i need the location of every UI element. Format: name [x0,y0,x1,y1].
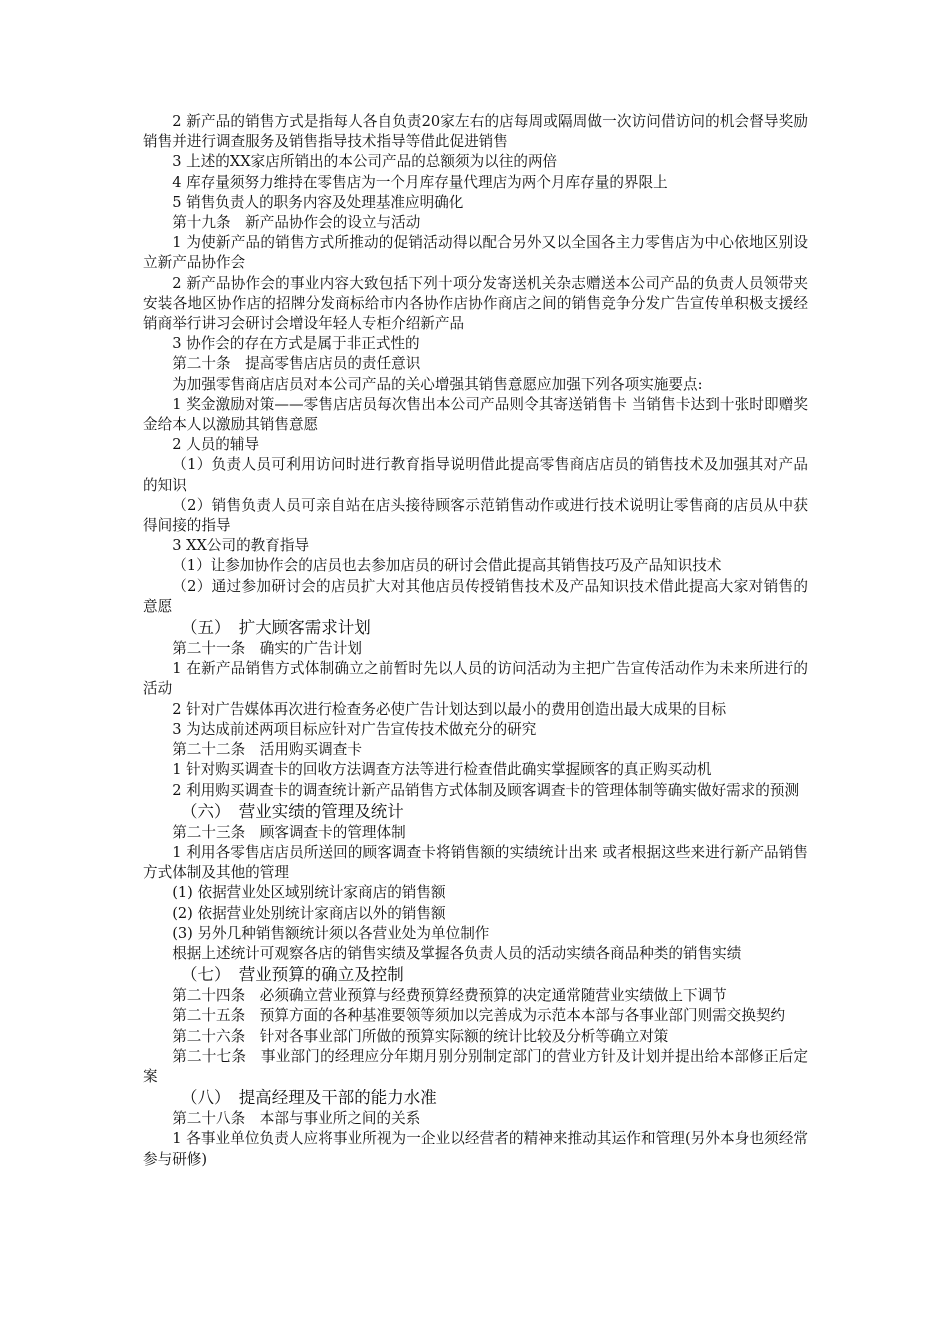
body-paragraph: (3) 另外几种销售额统计须以各营业处为单位制作 [172,924,490,942]
section-heading: （五） 扩大顾客需求计划 [181,618,371,638]
body-paragraph: 第二十一条 确实的广告计划 [172,640,362,658]
body-paragraph: (2) 依据营业处别统计家商店以外的销售额 [172,904,446,922]
body-paragraph: 第二十四条 必须确立营业预算与经费预算经费预算的决定通常随营业实绩做上下调节 [172,987,727,1005]
body-paragraph: 第二十五条 预算方面的各种基准要领等须加以完善成为示范本本部与各事业部门则需交换契约 [172,1007,786,1025]
body-paragraph: 3 上述的XX家店所销出的本公司产品的总额须为以往的两倍 [172,153,558,171]
body-paragraph: 3 为达成前述两项目标应针对广告宣传技术做充分的研究 [172,720,537,738]
body-paragraph: 第二十条 提高零售店店员的责任意识 [172,355,421,373]
body-paragraph: （1）负责人员可利用访问时进行教育指导说明借此提高零售商店店员的销售技术及加强其对产品的知识 [143,456,808,494]
body-paragraph: 1 奖金激励对策——零售店店员每次售出本公司产品则令其寄送销售卡 当销售卡达到十张时即赠奖金给本人以激励其销售意愿 [143,395,808,434]
body-paragraph: 2 针对广告媒体再次进行检查务必使广告计划达到以最小的费用创造出最大成果的目标 [172,700,727,718]
body-paragraph: 5 销售负责人的职务内容及处理基准应明确化 [172,193,464,211]
body-paragraph: （2）销售负责人员可亲自站在店头接待顾客示范销售动作或进行技术说明让零售商的店员从中获得间接的指导 [143,496,808,535]
body-paragraph: （2）通过参加研讨会的店员扩大对其他店员传授销售技术及产品知识技术借此提高大家对销售的意愿 [143,577,808,615]
body-paragraph: 第二十六条 针对各事业部门所做的预算实际额的统计比较及分析等确立对策 [172,1027,669,1045]
body-paragraph: 1 为使新产品的销售方式所推动的促销活动得以配合另外又以全国各主力零售店为中心依地区别设立新产品协作会 [143,234,808,272]
section-heading: （六） 营业实绩的管理及统计 [181,801,404,821]
section-heading: （八） 提高经理及干部的能力水准 [181,1088,437,1108]
body-paragraph: 2 利用购买调查卡的调查统计新产品销售方式体制及顾客调查卡的管理体制等确实做好需求的预测 [172,781,800,799]
body-paragraph: 为加强零售商店店员对本公司产品的关心增强其销售意愿应加强下列各项实施要点: [172,375,703,393]
body-paragraph: 4 库存量须努力维持在零售店为一个月库存量代理店为两个月库存量的界限上 [172,173,668,191]
body-paragraph: （1）让参加协作会的店员也去参加店员的研讨会借此提高其销售技巧及产品知识技术 [172,557,722,575]
body-paragraph: 1 利用各零售店店员所送回的顾客调查卡将销售额的实绩统计出来 或者根据这些来进行新产品销售方式体制及其他的管理 [143,843,808,882]
body-paragraph: 第二十七条 事业部门的经理应分年期月别分别制定部门的营业方针及计划并提出给本部修正后定案 [143,1047,808,1085]
body-paragraph: 2 新产品协作会的事业内容大致包括下列十项分发寄送机关杂志赠送本公司产品的负责人员领带夹安装各地区协作店的招牌分发商标给市内各协作店协作商店之间的销售竞争分发广告宣传单积极支援经销商举行讲习会研讨会增设年轻人专柜介绍新产品 [143,274,808,333]
body-paragraph: 第十九条 新产品协作会的设立与活动 [172,214,421,232]
body-paragraph: 3 协作会的存在方式是属于非正式性的 [172,335,420,353]
body-paragraph: 根据上述统计可观察各店的销售实绩及掌握各负责人员的活动实绩各商品种类的销售实绩 [172,944,742,962]
body-paragraph: 2 人员的辅导 [172,436,260,454]
document-body [143,112,808,1170]
body-paragraph: 1 在新产品销售方式体制确立之前暂时先以人员的访问活动为主把广告宣传活动作为未来所进行的活动 [143,660,808,698]
section-heading: （七） 营业预算的确立及控制 [181,965,404,985]
body-paragraph: 2 新产品的销售方式是指每人各自负责20家左右的店每周或隔周做一次访问借访问的机会督导奖励销售并进行调查服务及销售指导技术指导等借此促进销售 [143,113,808,151]
body-paragraph: (1) 依据营业处区域别统计家商店的销售额 [172,884,446,902]
body-paragraph: 1 针对购买调查卡的回收方法调查方法等进行检查借此确实掌握顾客的真正购买动机 [172,761,712,779]
body-paragraph: 第二十三条 顾客调查卡的管理体制 [172,823,406,841]
body-paragraph: 第二十八条 本部与事业所之间的关系 [172,1110,421,1128]
body-paragraph: 第二十二条 活用购买调查卡 [172,741,362,759]
body-paragraph: 3 XX公司的教育指导 [172,537,310,555]
body-paragraph: 1 各事业单位负责人应将事业所视为一企业以经营者的精神来推动其运作和管理(另外本身也须经常参与研修) [143,1130,808,1168]
